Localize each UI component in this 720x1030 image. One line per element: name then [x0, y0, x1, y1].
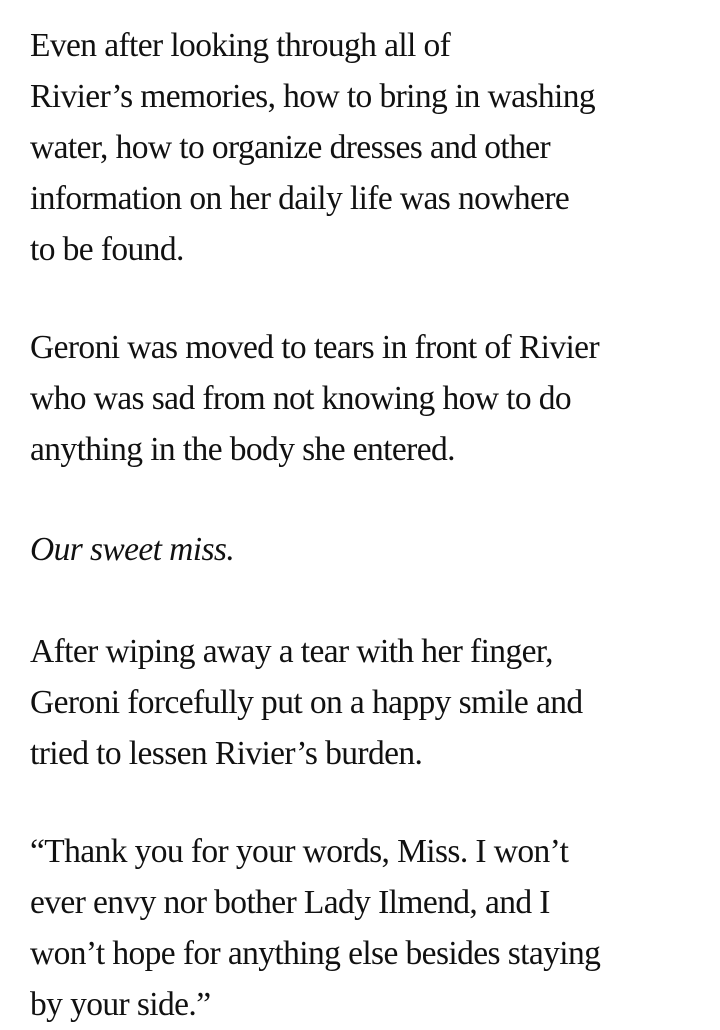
text-line: Geroni was moved to tears in front of Rivier [30, 329, 600, 366]
text-line: Rivier’s memories, how to bring in washing [30, 78, 596, 115]
text-line: tried to lessen Rivier’s burden. [30, 735, 423, 772]
text-line: by your side.” [30, 986, 211, 1023]
text-line: won’t hope for anything else besides staying [30, 935, 601, 972]
paragraph-dialogue [30, 826, 710, 1030]
paragraph-geroni-tears [30, 322, 710, 475]
text-line: to be found. [30, 231, 184, 268]
paragraph-inner-thought [30, 524, 710, 575]
text-line: water, how to organize dresses and other [30, 129, 551, 166]
text-line: “Thank you for your words, Miss. I won’t [30, 833, 569, 870]
text-line: who was sad from not knowing how to do [30, 380, 572, 417]
text-line: Even after looking through all of [30, 27, 451, 64]
text-line: information on her daily life was nowhere [30, 180, 570, 217]
text-line: Our sweet miss. [30, 531, 235, 568]
text-line: ever envy nor bother Lady Ilmend, and I [30, 884, 550, 921]
paragraph-memories [30, 20, 710, 275]
text-line: After wiping away a tear with her finger, [30, 633, 553, 670]
paragraph-wiping-tear [30, 626, 710, 779]
text-line: anything in the body she entered. [30, 431, 455, 468]
text-line: Geroni forcefully put on a happy smile and [30, 684, 583, 721]
